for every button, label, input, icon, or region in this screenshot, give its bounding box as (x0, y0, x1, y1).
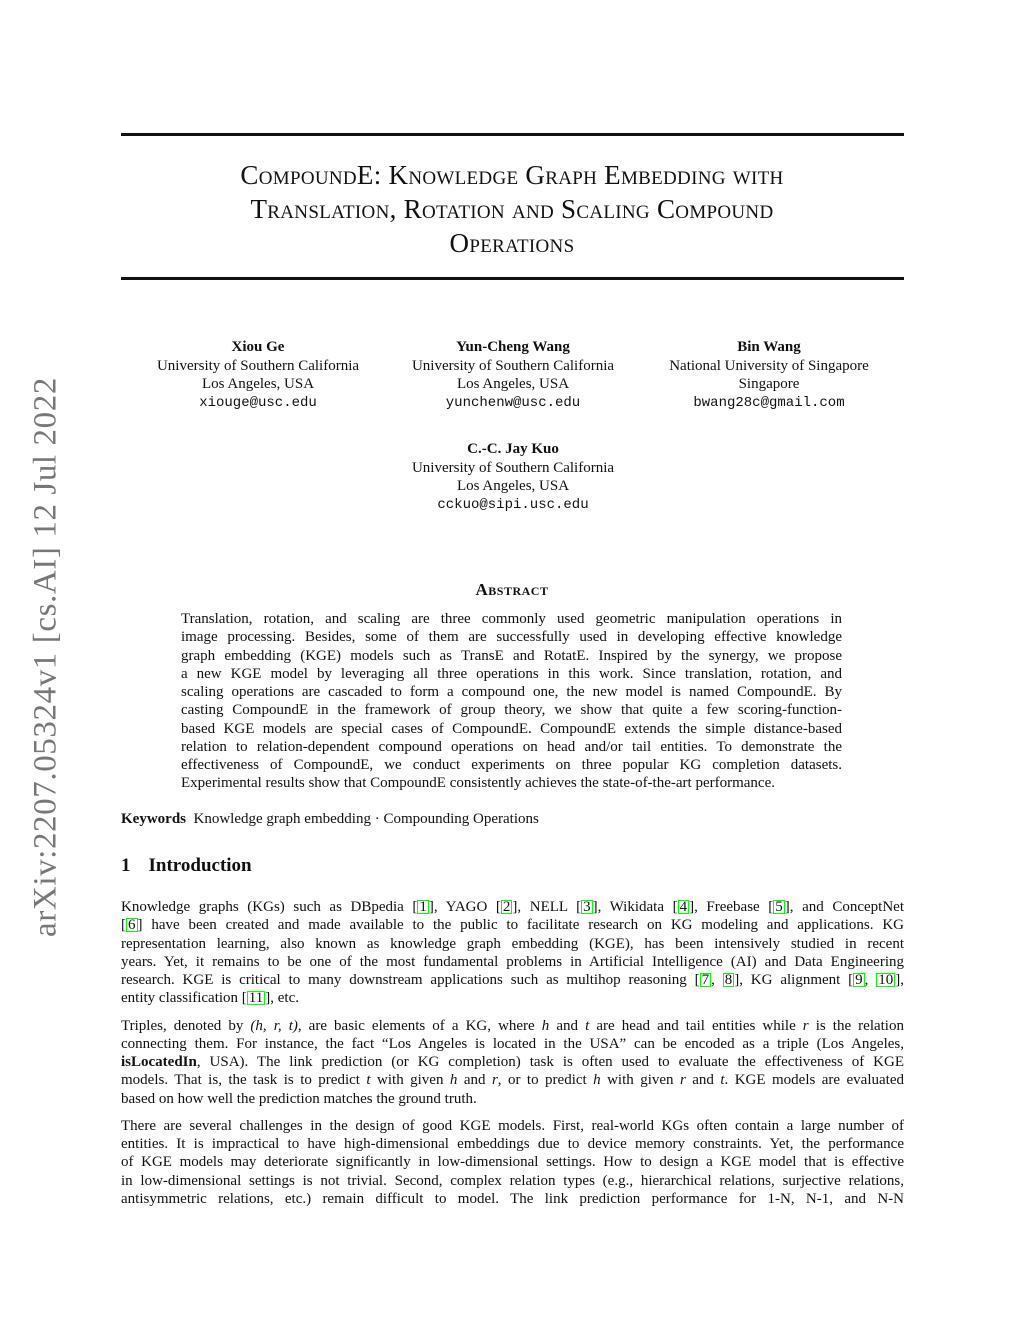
math-symbol: r (491, 1072, 498, 1089)
text-line: [ 6 ] have been created and made available to the public to facilitate research on KG modeling and applications. KG (121, 917, 904, 934)
citation-link[interactable]: 4 (679, 899, 688, 915)
citation-link[interactable]: 7 (701, 972, 710, 988)
title-top-rule (121, 133, 904, 136)
citation-link[interactable]: 9 (855, 972, 863, 988)
title-bottom-rule (121, 277, 904, 280)
keywords-text: Knowledge graph embedding · Compounding Operations (193, 811, 539, 827)
introduction-body (121, 898, 904, 1217)
title-line: Translation, Rotation and Scaling Compound (250, 194, 774, 224)
paragraph (121, 1117, 904, 1208)
author-affiliation: National University of Singapore (669, 357, 869, 374)
author-name: Bin Wang (737, 339, 801, 355)
title-line: CompoundE: Knowledge Graph Embedding with (240, 160, 784, 190)
text-line: effectiveness of CompoundE, we conduct experiments on three popular KG completion datasets. (181, 757, 842, 773)
citation-link[interactable]: 11 (248, 990, 264, 1007)
math-symbol: h (449, 1072, 458, 1089)
author-email[interactable]: cckuo@sipi.usc.edu (437, 496, 589, 513)
abstract-body (181, 610, 842, 793)
text-line: relation to relation-dependent compound operations on head and/or tail entities. To demonstrate the (181, 738, 842, 755)
math-symbol: t (720, 1072, 725, 1089)
math-symbol: r (679, 1072, 686, 1089)
text-line: research. KGE is critical to many downstream applications such as multihop reasoning [ 7 , 8 ], KG alignment [ 9 , 10 ], (121, 972, 905, 988)
author-affiliation: University of Southern California (156, 357, 360, 374)
math-symbol: t (585, 1017, 590, 1034)
citation-link[interactable]: 6 (128, 917, 136, 934)
text-line: isLocatedIn, USA). The link prediction (or KG completion) task is often used to evaluate the effectiveness of KGE (121, 1054, 904, 1070)
text-line: image processing. Besides, some of them are successfully used in developing effective knowledge (181, 629, 842, 646)
author-location: Los Angeles, USA (201, 376, 315, 392)
author-location: Singapore (738, 376, 800, 392)
author-affiliation: University of Southern California (411, 357, 615, 374)
text-line: Triples, denoted by (h, r, t), are basic elements of a KG, where h and t are head and tail entities while r is the relation (121, 1017, 904, 1034)
author-location: Los Angeles, USA (456, 376, 570, 392)
author-email[interactable]: xiouge@usc.edu (199, 394, 317, 411)
text-line: Knowledge graphs (KGs) such as DBpedia [ 1 ], YAGO [ 2 ], NELL [ 3 ], Wikidata [ 4 ], Freebase [ 5 ], and ConceptNet (121, 899, 904, 915)
text-line: There are several challenges in the design of good KGE models. First, real-world KGs often contain a large number of (121, 1117, 904, 1134)
math-symbol: r (802, 1017, 809, 1034)
citation-link[interactable]: 2 (502, 899, 511, 915)
abstract-heading: Abstract (475, 580, 549, 599)
bold-term: isLocatedIn (121, 1054, 197, 1070)
math-symbol: t (366, 1072, 371, 1089)
text-line: based KGE models are special cases of CompoundE. CompoundE extends the simple distance-based (181, 720, 842, 737)
author-email[interactable]: yunchenw@usc.edu (445, 394, 581, 411)
author-block (128, 338, 388, 412)
text-line: antisymmetric relations, etc.) remain difficult to model. The link prediction performance for 1-N, N-1, and N-N (121, 1190, 904, 1207)
paper-title (100, 158, 924, 260)
section-title: Introduction (148, 855, 252, 876)
author-block (383, 338, 643, 412)
arxiv-identifier-stamp: arXiv:2207.05324v1 [cs.AI] 12 Jul 2022 (27, 377, 64, 937)
author-block (383, 440, 643, 514)
citation-link[interactable]: 8 (724, 972, 733, 988)
author-name: Yun-Cheng Wang (456, 339, 570, 355)
text-line: models. That is, the task is to predict t with given h and r, or to predict h with given r and t. KGE models are evaluated (121, 1072, 904, 1089)
citation-link[interactable]: 1 (419, 899, 427, 915)
keywords-label: Keywords (121, 811, 186, 827)
text-line: of KGE models may deteriorate significantly in low-dimensional settings. How to design a KGE model that is effective (121, 1154, 904, 1171)
section-heading (121, 855, 270, 877)
text-line: scaling operations are cascaded to form a compound one, the new model is named CompoundE. By (181, 684, 842, 700)
text-line: years. Yet, it remains to be one of the most fundamental problems in Artificial Intelligence (AI) and Data Engineering (121, 953, 904, 970)
text-line: graph embedding (KGE) models such as TransE and RotatE. Inspired by the synergy, we propose (181, 647, 842, 664)
text-line: casting CompoundE in the framework of group theory, we show that quite a few scoring-function- (181, 702, 842, 719)
author-name: Xiou Ge (231, 339, 285, 355)
section-number: 1 (121, 855, 131, 876)
citation-link[interactable]: 5 (775, 899, 783, 915)
citation-link[interactable]: 10 (878, 972, 894, 988)
author-location: Los Angeles, USA (456, 478, 570, 494)
text-line: based on how well the prediction matches the ground truth. (121, 1090, 477, 1107)
author-affiliation: University of Southern California (411, 459, 615, 476)
author-email[interactable]: bwang28c@gmail.com (693, 394, 845, 411)
author-name: C.-C. Jay Kuo (467, 441, 559, 457)
text-line: Experimental results show that CompoundE consistently achieves the state-of-the-art performance. (181, 775, 775, 792)
math-symbol: h (593, 1072, 601, 1089)
paragraph (121, 898, 904, 1008)
author-block (639, 338, 899, 412)
text-line: representation learning, also known as knowledge graph embedding (KGE), has been intensively studied in recent (121, 935, 904, 952)
math-symbol: h (541, 1017, 550, 1034)
citation-link[interactable]: 3 (583, 899, 591, 915)
title-line: Operations (449, 228, 575, 258)
text-line: in low-dimensional settings is not trivial. Second, complex relation types (e.g., hierarchical relations, surjective relations, (121, 1172, 904, 1189)
paragraph (121, 1017, 904, 1108)
math-symbol: (h, r, t) (250, 1017, 298, 1034)
text-line: Translation, rotation, and scaling are three commonly used geometric manipulation operations in (181, 611, 842, 627)
keywords (121, 811, 539, 828)
text-line: entity classification [ 11 ], etc. (121, 990, 299, 1007)
text-line: connecting them. For instance, the fact “Los Angeles is located in the USA” can be encoded as a triple (Los Angeles, (121, 1035, 904, 1052)
text-line: a new KGE model by leveraging all three operations in this work. Since translation, rotation, and (181, 665, 842, 682)
text-line: entities. It is impractical to have high-dimensional embeddings due to device memory constraints. Yet, the performance (121, 1136, 904, 1152)
